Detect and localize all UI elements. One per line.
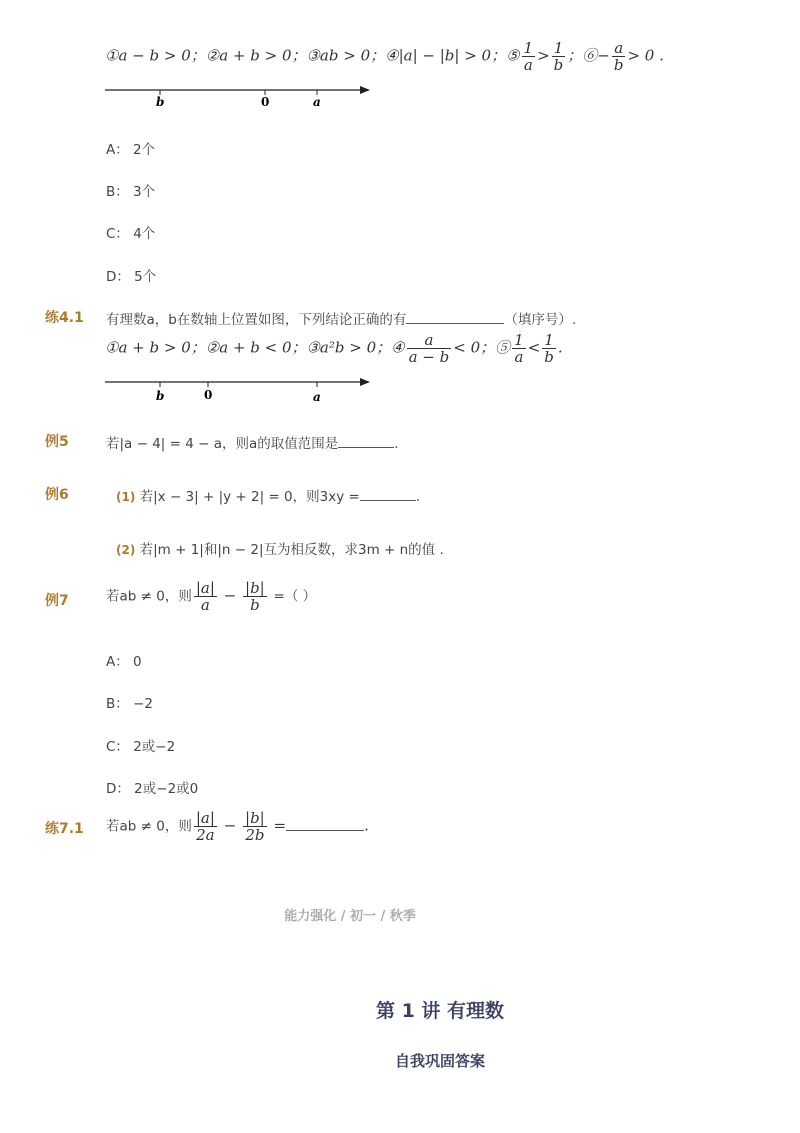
part-number: (1) [116,490,136,504]
fraction-1-over-b [542,332,556,365]
minus-sign: − [223,816,237,835]
option-b[interactable]: B： 3个 [106,184,156,200]
frac-num: 1 [514,331,524,349]
section-title: 第 1 讲 有理数 [375,1000,505,1022]
fraction-1-over-b [552,40,566,73]
frac-num: |a| [195,579,215,597]
section-subtitle: 自我巩固答案 [394,1052,485,1070]
answer-blank[interactable] [286,816,364,831]
frac-num: |b| [245,809,265,827]
option-a[interactable]: A： 2个 [106,142,156,158]
example-6-part-1 [116,485,420,505]
fraction-abs-b-over-2b [243,810,267,843]
frac-num: |a| [195,809,215,827]
example-label-5: 例5 [45,434,69,450]
period: . [394,436,399,452]
frac-den: b [544,348,554,366]
statement-6-suffix: > 0 . [627,46,664,65]
fraction-a-over-a-minus-b [407,332,452,365]
fraction-a-over-b [612,40,626,73]
frac-num: a [614,39,624,57]
exercise-7-1-question [106,810,369,843]
option-d[interactable]: D： 5个 [106,269,157,285]
fraction-abs-a-over-a [194,580,217,613]
frac-den: a [194,596,217,613]
frac-den: a [512,348,526,365]
number-line-label-a: a [313,95,321,109]
question-text: 若|m + 1|和|n − 2|互为相反数，求3m + n的值 . [139,542,444,558]
number-line-label-a: a [313,390,321,404]
frac-den: a [522,56,536,73]
exercise-4-1-stem [106,308,576,328]
question-prefix: 若ab ≠ 0，则 [106,588,192,605]
frac-num: 1 [553,39,564,57]
statement-end: . [557,338,563,357]
lt-sign: < [527,338,541,357]
number-line-2 [100,372,380,406]
statements-text: ①a − b > 0；②a + b > 0；③ab > 0；④|a| − |b| > 0；⑤ [105,46,520,65]
exercise-label-7-1: 练7.1 [45,821,84,837]
number-line-label-zero: 0 [204,388,213,402]
equals-sign: = [273,816,287,835]
statements-line [105,40,664,73]
question-text: 若|x − 3| + |y + 2| = 0，则3xy = [139,489,360,505]
example-7-question [106,580,316,613]
statements-text: ①a + b > 0；②a + b < 0；③a²b > 0；④ [105,338,405,357]
part-number: (2) [116,543,136,557]
number-line-label-b: b [156,95,165,109]
example-5-text [106,432,399,452]
frac-den: 2a [194,826,217,843]
example-label-6: 例6 [45,487,69,503]
option-c[interactable]: C： 2或−2 [106,739,176,755]
frac-num: 1 [544,331,554,349]
frac-den: a − b [408,348,450,366]
stem-text: 有理数a，b在数轴上位置如图，下列结论正确的有 [106,312,407,328]
frac-den: b [613,56,624,74]
exercise-4-1-statements [105,332,563,365]
exercise-label-4-1: 练4.1 [45,310,84,326]
fraction-1-over-a [522,40,536,73]
statement-6-prefix: ；⑥− [567,46,610,65]
page-footer: 能力强化 / 初一 / 秋季 [284,909,416,924]
option-c[interactable]: C： 4个 [106,226,156,242]
fraction-1-over-a [512,332,526,365]
fraction-abs-b-over-b [243,580,267,613]
option-d[interactable]: D： 2或−2或0 [106,781,199,797]
answer-blank[interactable] [360,486,416,501]
period: . [415,489,421,505]
frac-num: a [424,331,434,349]
frac-den: 2b [243,826,267,843]
frac-num: |b| [245,579,265,597]
answer-blank[interactable] [338,433,394,448]
example-label-7: 例7 [45,593,69,609]
statement-4-suffix: < 0；⑤ [453,338,511,357]
question-suffix: =（ ） [273,588,317,605]
number-line-1 [100,80,380,112]
option-b[interactable]: B： −2 [106,696,153,712]
number-line-label-zero: 0 [261,95,270,109]
example-6-part-2 [116,538,444,558]
stem-suffix: （填序号）. [504,312,577,328]
question-text: 若|a − 4| = 4 − a，则a的取值范围是 [106,436,339,452]
option-a[interactable]: A： 0 [106,654,142,670]
minus-sign: − [223,586,237,605]
number-line-label-b: b [156,389,165,403]
question-prefix: 若ab ≠ 0，则 [106,818,192,835]
frac-den: b [553,56,564,74]
frac-num: 1 [523,39,534,57]
fraction-abs-a-over-2a [194,810,217,843]
answer-blank[interactable] [406,309,504,324]
period: . [364,816,369,835]
gt-sign: > [537,46,550,65]
frac-den: b [243,596,267,613]
